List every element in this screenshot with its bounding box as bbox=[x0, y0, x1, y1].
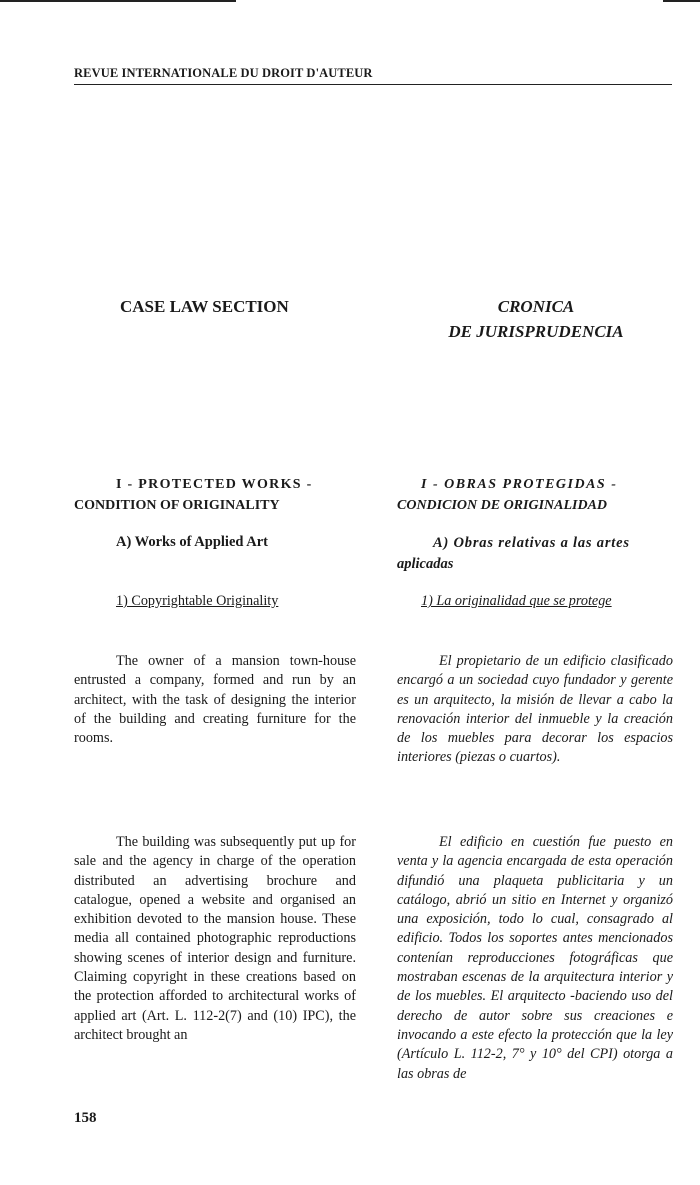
paragraph2-en bbox=[74, 833, 356, 1045]
section-title-es bbox=[400, 294, 672, 344]
heading1-es-line2: CONDICION DE ORIGINALIDAD bbox=[397, 498, 608, 513]
running-head: REVUE INTERNATIONALE DU DROIT D'AUTEUR bbox=[74, 66, 373, 80]
section-title-en: CASE LAW SECTION bbox=[120, 297, 289, 316]
scan-edge-line-left bbox=[0, 0, 236, 2]
heading2-en: A) Works of Applied Art bbox=[116, 534, 269, 550]
paragraph2-es bbox=[397, 833, 673, 1084]
heading2-es-line2: aplicadas bbox=[397, 556, 454, 572]
heading1-es-line1: I - OBRAS PROTEGIDAS - bbox=[421, 477, 618, 492]
heading3-es bbox=[397, 592, 697, 611]
paragraph2-en-text: The building was subsequently put up for sale and the agency in charge of the operation distributed an advertising brochure and catalogue, opened a website and organised an exhibition devoted to the mansion house. These media all contained photographic reproductions showing scenes of interior design and furniture. Claiming copyright in these creations based on the protection afforded to architectural works of applied art (Art. L. 112-2(7) and (10) IPC), the architect brought an bbox=[74, 834, 356, 1043]
paragraph1-es-text: El propietario de un edificio clasificado encargó a un sociedad cuyo fundador y gerente es un arquitecto, la misión de llevar a cabo la renovación interior del inmueble y la creación de los muebles para decorar los espacios interiores (piezas o cuartos). bbox=[397, 653, 673, 766]
paragraph2-es-text: El edificio en cuestión fue puesto en venta y la agencia encargada de esta operación difundió una plaqueta publicitaria y un catálogo, abrió un sitio en Internet y organizó una exposición, todo lo cual, consagrado al edificio. Todos los soportes antes mencionados contenían reproducciones fotográficas que mostraban escenas de la arquitectura interior y de los muebles. El arquitecto -baciendo uso del derecho de autor sobre sus creaciones e invocando a este efecto la protección que la ley (Artículo L. 112-2, 7° y 10° del CPI) otorga a las obras de bbox=[397, 834, 673, 1082]
heading3-es-text: 1) La originalidad que se protege bbox=[421, 593, 612, 609]
heading3-en bbox=[74, 592, 398, 611]
heading1-es bbox=[397, 474, 673, 516]
paragraph1-en bbox=[74, 652, 356, 748]
page-number: 158 bbox=[74, 1110, 97, 1126]
heading1-en-line2: CONDITION OF ORIGINALITY bbox=[74, 498, 280, 513]
paragraph1-es bbox=[397, 652, 673, 768]
heading1-en bbox=[74, 474, 356, 516]
paragraph1-en-text: The owner of a mansion town-house entrusted a company, formed and run by an architect, with the task of designing the interior of the building and creating furniture for the rooms. bbox=[74, 653, 356, 747]
heading1-en-line1: I - PROTECTED WORKS - bbox=[116, 477, 313, 492]
heading2-es bbox=[397, 533, 673, 575]
scan-edge-line-right bbox=[663, 0, 700, 2]
section-title-es-line1: CRONICA bbox=[497, 297, 575, 316]
section-title-es-line2: DE JURISPRUDENCIA bbox=[448, 322, 624, 341]
header-rule bbox=[74, 84, 672, 85]
heading3-en-text: 1) Copyrightable Originality bbox=[116, 593, 279, 609]
heading2-es-line1: A) Obras relativas a las artes bbox=[433, 535, 630, 551]
